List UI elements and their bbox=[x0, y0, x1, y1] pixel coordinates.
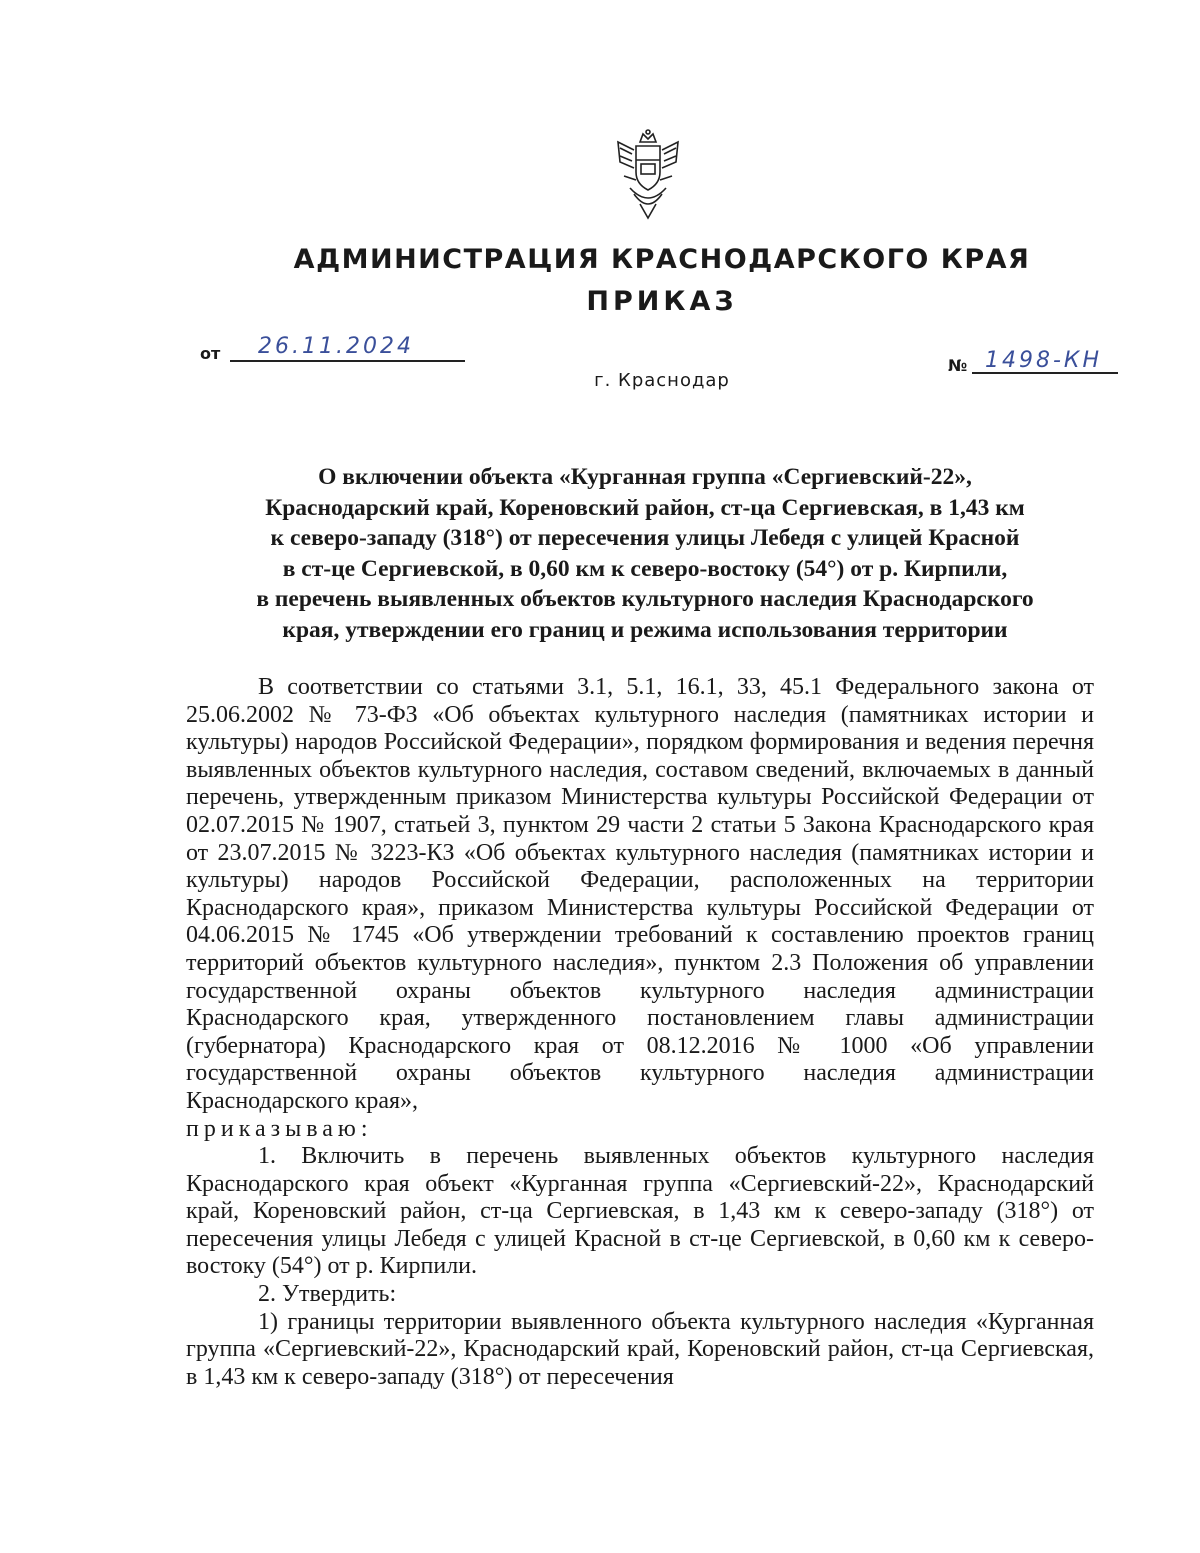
item-2-paragraph: 2. Утвердить: bbox=[258, 1281, 397, 1308]
number-label: № bbox=[948, 356, 968, 375]
item-1-paragraph: 1. Включить в перечень выявленных объектов культурного наследия Краснодарского края объект «Курганная группа «Сергиевский-22», Краснодарский край, Кореновский район, ст-ца Сергиевская, в 1,43 км к северо-западу (318°) от пересечения улицы Лебедя с улицей Красной в ст-це Сергиевской, в 0,60 км к северо-востоку (54°) от р. Кирпили. bbox=[186, 1143, 1094, 1280]
item-2-1-paragraph: 1) границы территории выявленного объекта культурного наследия «Курганная группа «Сергиевский-22», Краснодарский край, Кореновский район, ст-ца Сергиевская, в 1,43 км к северо-западу (318°) от пересечения bbox=[186, 1308, 1094, 1390]
date-value: 26.11.2024 bbox=[258, 334, 414, 359]
preamble-paragraph: В соответствии со статьями 3.1, 5.1, 16.1, 33, 45.1 Федерального закона от 25.06.2002 № 73-ФЗ «Об объектах культурного наследия (памятниках истории и культуры) народов Российской Федерации», порядком формирования и ведения перечня выявленных объектов культурного наследия, составом сведений, включаемых в данный перечень, утвержденным приказом Министерства культуры Российской Федерации от 02.07.2015 № 1907, статьей 3, пунктом 29 части 2 статьи 5 Закона Краснодарского края от 23.07.2015 № 3223-КЗ «Об объектах культурного наследия (памятниках истории и культуры) народов Российской Федерации, расположенных на территории Краснодарского края», приказом Министерства культуры Российской Федерации от 04.06.2015 № 1745 «Об утверждении требований к составлению проектов границ территорий объектов культурного наследия», пунктом 2.3 Положения об управлении государственной охраны объектов культурного наследия администрации Краснодарского края, утвержденного постановлением главы администрации (губернатора) Краснодарского края от 08.12.2016 № 1000 «Об управлении государственной охраны объектов культурного наследия администрации Краснодарского края», bbox=[186, 674, 1094, 1114]
document-body bbox=[186, 674, 1094, 1391]
subject-line: к северо-западу (318°) от пересечения улицы Лебедя с улицей Красной bbox=[270, 525, 1020, 551]
city-label: г. Краснодар bbox=[594, 370, 730, 391]
subject-line: О включении объекта «Курганная группа «Сергиевский-22», bbox=[318, 464, 972, 490]
document-type-title: ПРИКАЗ bbox=[586, 286, 738, 317]
organization-header: АДМИНИСТРАЦИЯ КРАСНОДАРСКОГО КРАЯ bbox=[293, 244, 1031, 275]
subject-line: Краснодарский край, Кореновский район, ст-ца Сергиевская, в 1,43 км bbox=[265, 494, 1025, 521]
document-subject bbox=[180, 462, 1110, 645]
subject-line: в перечень выявленных объектов культурного наследия Краснодарского bbox=[256, 586, 1034, 612]
number-value: 1498-КН bbox=[985, 348, 1103, 373]
subject-line: в ст-це Сергиевской, в 0,60 км к северо-востоку (54°) от р. Кирпили, bbox=[282, 555, 1008, 582]
subject-line: края, утверждении его границ и режима использования территории bbox=[282, 616, 1008, 643]
order-word: приказываю: bbox=[186, 1115, 373, 1142]
date-label: от bbox=[200, 344, 221, 363]
coat-of-arms-emblem bbox=[610, 128, 686, 220]
date-underline bbox=[230, 360, 465, 362]
